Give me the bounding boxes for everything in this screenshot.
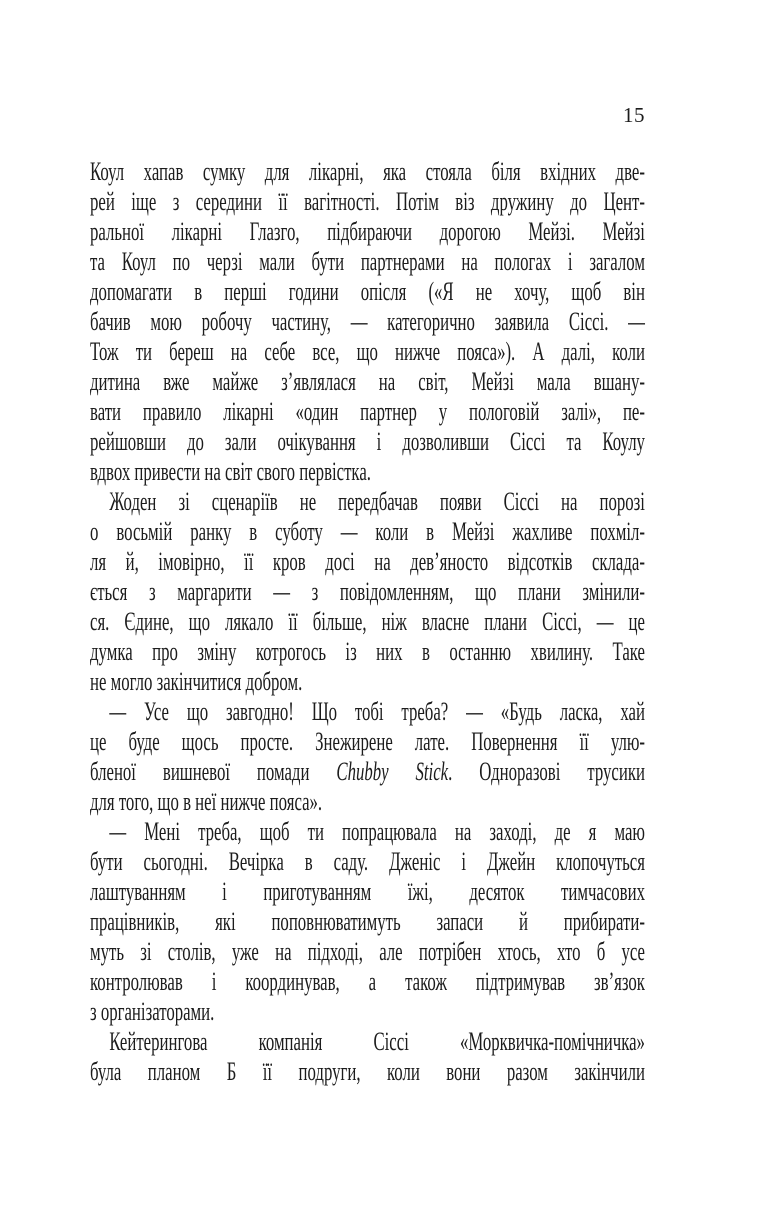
- text-block: [90, 157, 645, 1087]
- text-line: о восьмій ранку в суботу — коли в Мейзі жахливе похміл-: [90, 517, 645, 546]
- text-line: працівників, які поповнюватимуть запаси й прибирати-: [90, 907, 645, 936]
- text-line: рей іще з середини її вагітності. Потім віз дружину до Цент-: [90, 187, 645, 216]
- text-line: ся. Єдине, що лякало її більше, ніж власне плани Сіссі, — це: [90, 607, 645, 636]
- italic-phrase: Chubby Stick: [336, 757, 449, 786]
- text-line: не могло закінчитися добром.: [90, 667, 303, 696]
- text-line: вати правило лікарні «один партнер у пологовій залі», пе-: [90, 397, 645, 426]
- text-line: була планом Б її подруги, коли вони разом закінчили: [90, 1057, 645, 1086]
- text-line: та Коул по черзі мали бути партнерами на пологах і загалом: [90, 247, 645, 276]
- paragraph: [90, 1027, 645, 1087]
- paragraph: [90, 697, 645, 817]
- text-line: Жоден зі сценаріїв не передбачав появи Сіссі на порозі: [109, 487, 645, 516]
- text-line: — Усе що завгодно! Що тобі треба? — «Будь ласка, хай: [109, 697, 645, 726]
- text-line: лаштуванням і приготуванням їжі, десяток тимчасових: [90, 877, 645, 906]
- text-line: рейшовши до зали очікування і дозволивши Сіссі та Коулу: [90, 427, 645, 456]
- text-line: Кейтерингова компанія Сіссі «Морквичка-помічничка»: [109, 1027, 645, 1056]
- text-line: бленої вишневої помади Chubby Stick. Одноразові трусики: [90, 757, 645, 786]
- text-line: бути сьогодні. Вечірка в саду. Дженіс і Джейн клопочуться: [90, 847, 645, 876]
- text-line: дитина вже майже з’являлася на світ, Мейзі мала вшану-: [90, 367, 645, 396]
- text-line: бачив мою робочу частину, — категорично заявила Сіссі. —: [90, 307, 645, 336]
- text-line: допомагати в перші години опісля («Я не хочу, щоб він: [90, 277, 645, 306]
- text-line: ля й, імовірно, її кров досі на дев’яносто відсотків склада-: [90, 547, 645, 576]
- text-line: ється з маргарити — з повідомленням, що плани змінили-: [90, 577, 645, 606]
- text-line: думка про зміну котрогось із них в останню хвилину. Таке: [90, 637, 645, 666]
- page-number: 15: [623, 103, 645, 127]
- text-line: Тож ти береш на себе все, що нижче пояса»). А далі, коли: [90, 337, 645, 366]
- text-line: контролював і координував, а також підтримував зв’язок: [90, 967, 645, 996]
- text-line: ральної лікарні Глазго, підбираючи дорогою Мейзі. Мейзі: [90, 217, 645, 246]
- paragraph: [90, 817, 645, 1027]
- paragraph: [90, 487, 645, 697]
- text-line: вдвох привести на світ свого первістка.: [90, 457, 371, 486]
- text-line: для того, що в неї нижче пояса».: [90, 787, 323, 816]
- text-line: муть зі столів, уже на підході, але потрібен хтось, хто б усе: [90, 937, 645, 966]
- text-line: це буде щось просте. Знежирене лате. Повернення її улю-: [90, 727, 645, 756]
- text-line: — Мені треба, щоб ти попрацювала на заході, де я маю: [109, 817, 645, 846]
- text-line: з організаторами.: [90, 997, 215, 1026]
- text-line: Коул хапав сумку для лікарні, яка стояла біля вхідних две-: [90, 157, 645, 186]
- paragraph: [90, 157, 645, 487]
